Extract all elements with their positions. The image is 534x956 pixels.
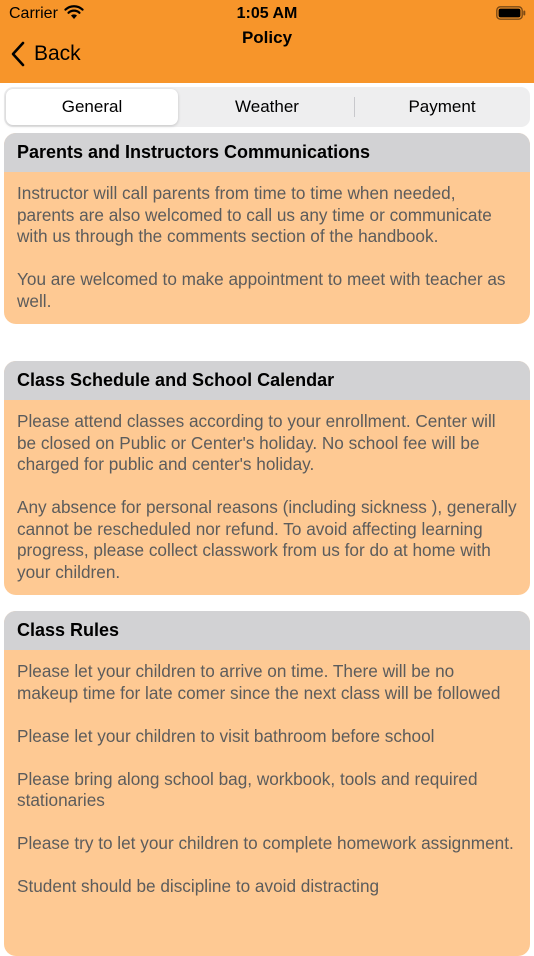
section-paragraph: Any absence for personal reasons (including sickness ), generally cannot be rescheduled nor refund. To avoid affecting learning progress, please collect classwork from us for do at home with your children. xyxy=(17,497,517,582)
section-title: Parents and Instructors Communications xyxy=(4,133,530,172)
section-paragraph: Please try to let your children to complete homework assignment. xyxy=(17,833,514,853)
back-button[interactable] xyxy=(10,40,81,68)
section-paragraph: Please let your children to arrive on time. There will be no makeup time for late comer since the next class will be followed xyxy=(17,661,501,703)
policy-tabs xyxy=(4,87,530,127)
status-time: 1:05 AM xyxy=(236,5,298,22)
page-title: Policy xyxy=(241,28,293,47)
section-paragraph: You are welcomed to make appointment to meet with teacher as well. xyxy=(17,269,506,311)
back-label: Back xyxy=(34,42,81,65)
navigation-bar xyxy=(0,0,534,83)
tab-divider xyxy=(354,97,355,117)
section-title: Class Rules xyxy=(4,611,530,650)
section-class-rules xyxy=(4,611,530,956)
section-body xyxy=(4,172,530,324)
section-paragraph: Please let your children to visit bathroom before school xyxy=(17,725,435,746)
carrier-label: Carrier xyxy=(9,5,58,22)
section-paragraph: Instructor will call parents from time to time when needed, parents are also welcomed to call us any time or communicate with us through the comments section of the handbook. xyxy=(17,183,492,246)
section-body xyxy=(4,400,530,595)
section-title: Class Schedule and School Calendar xyxy=(4,361,530,400)
status-bar xyxy=(0,0,534,28)
section-paragraph: Please attend classes according to your enrollment. Center will be closed on Public or Center's holiday. No school fee will be charged for public and center's holiday. xyxy=(17,411,496,474)
section-paragraph: Please bring along school bag, workbook, tools and required stationaries xyxy=(17,768,478,810)
section-paragraph: Student should be discipline to avoid distracting xyxy=(17,876,380,896)
tab-general[interactable]: General xyxy=(6,89,178,125)
battery-icon xyxy=(496,6,526,20)
section-schedule xyxy=(4,361,530,595)
chevron-left-icon xyxy=(10,41,26,67)
section-communications xyxy=(4,133,530,324)
tab-payment[interactable]: Payment xyxy=(408,97,476,116)
section-body xyxy=(4,650,530,910)
tab-weather[interactable]: Weather xyxy=(235,97,299,116)
